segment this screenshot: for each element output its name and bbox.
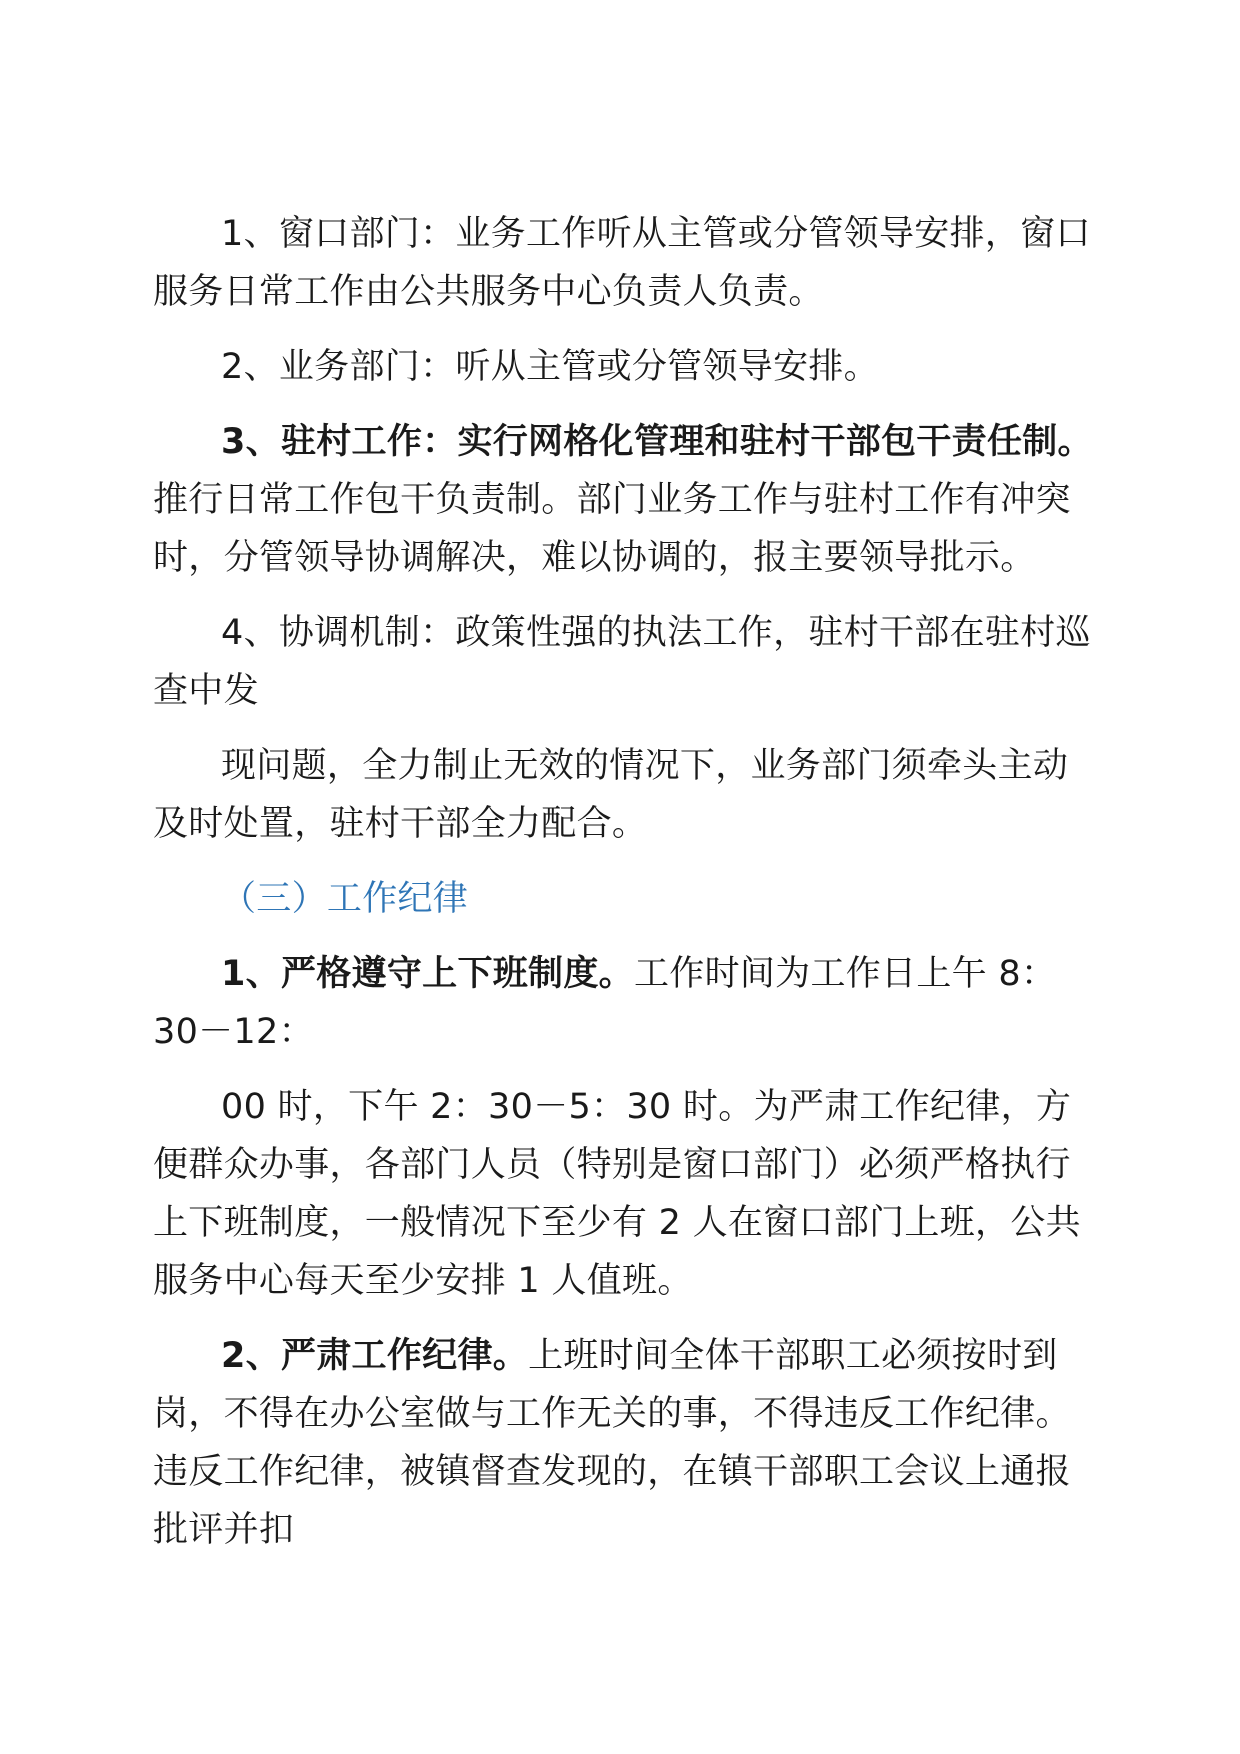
paragraph-text: 1、窗口部门：业务工作听从主管或分管领导安排，窗口服务日常工作由公共服务中心负责人负责。 — [153, 214, 1091, 312]
paragraph-text: 现问题，全力制止无效的情况下，业务部门须牵头主动及时处置，驻村干部全力配合。 — [153, 746, 1069, 844]
paragraph-lead-bold: 1、严格遵守上下班制度。 — [221, 954, 634, 994]
paragraph-coordination-continued — [153, 737, 1093, 853]
paragraph-text: 工作时间为工作日上午 8：30－12： — [153, 954, 1057, 1052]
paragraph-window-department — [153, 205, 1093, 321]
paragraph-coordination-mechanism — [153, 604, 1093, 720]
paragraph-work-discipline — [153, 1327, 1093, 1559]
paragraph-text: 4、协调机制：政策性强的执法工作，驻村干部在驻村巡查中发 — [153, 613, 1091, 711]
paragraph-text: 2、业务部门：听从主管或分管领导安排。 — [221, 347, 879, 387]
paragraph-text: 00 时，下午 2：30－5：30 时。为严肃工作纪律，方便群众办事，各部门人员（特别是窗口部门）必须严格执行上下班制度，一般情况下至少有 2 人在窗口部门上班，公共服务中心每天至少安排 1 人值班。 — [153, 1087, 1081, 1301]
paragraph-text: 推行日常工作包干负责制。部门业务工作与驻村工作有冲突时，分管领导协调解决，难以协调的，报主要领导批示。 — [153, 480, 1071, 578]
section-heading-text: （三）工作纪律 — [221, 879, 469, 919]
paragraph-village-work — [153, 413, 1093, 587]
paragraph-business-department — [153, 338, 1093, 396]
paragraph-work-hours-continued — [153, 1078, 1093, 1310]
paragraph-lead-bold: 3、驻村工作：实行网格化管理和驻村干部包干责任制。 — [221, 422, 1093, 462]
document-body — [153, 205, 1093, 1559]
paragraph-text: 上班时间全体干部职工必须按时到岗，不得在办公室做与工作无关的事，不得违反工作纪律。违反工作纪律，被镇督查发现的，在镇干部职工会议上通报批评并扣 — [153, 1336, 1071, 1550]
paragraph-work-hours — [153, 945, 1093, 1061]
section-heading — [153, 870, 1093, 928]
paragraph-lead-bold: 2、严肃工作纪律。 — [221, 1336, 529, 1376]
